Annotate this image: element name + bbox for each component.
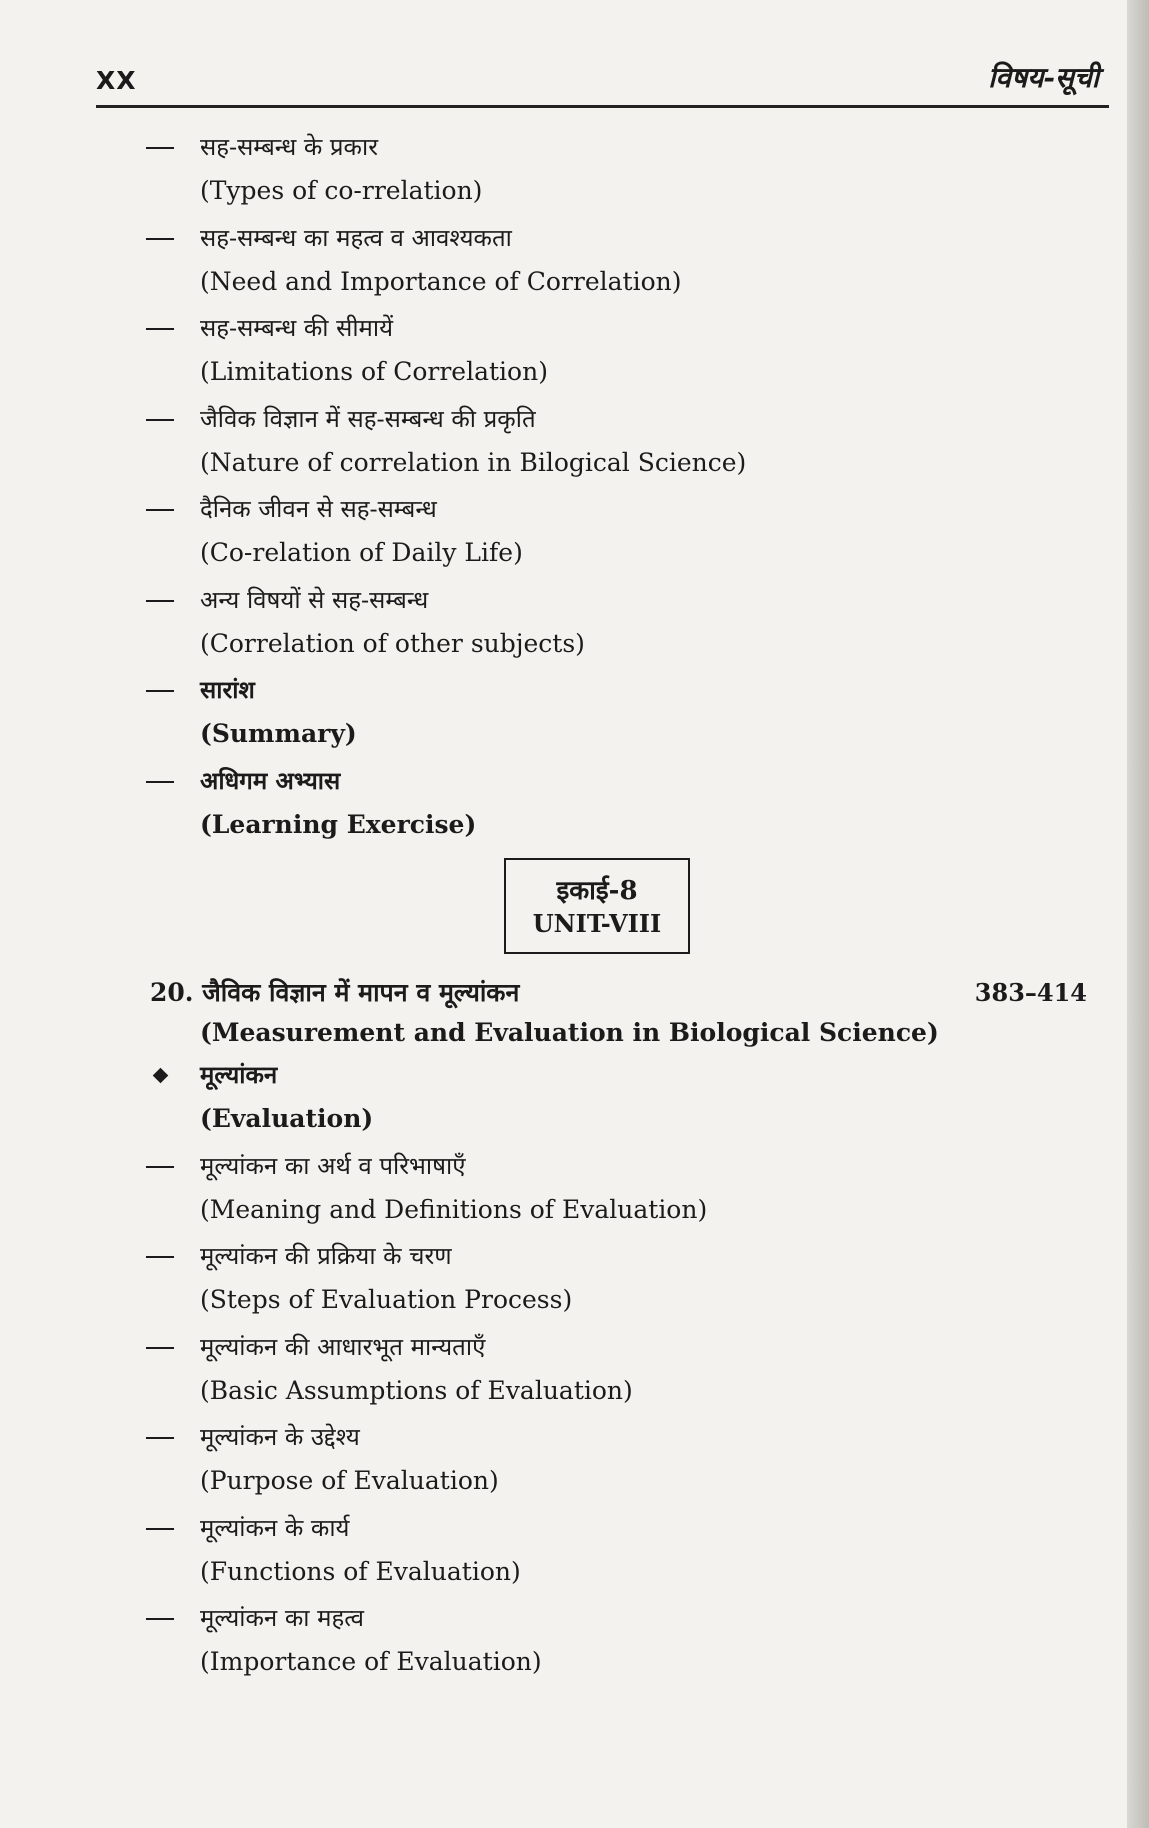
chapter-title-english: (Measurement and Evaluation in Biological Science) — [200, 1018, 939, 1047]
toc-entry-english: (Nature of correlation in Bilogical Science) — [200, 447, 747, 477]
toc-entry-english: (Summary) — [200, 719, 357, 748]
unit-title-english: UNIT-VIII — [532, 909, 662, 938]
toc-entry-hindi: सह-सम्बन्ध की सीमायें — [200, 314, 394, 342]
toc-entry-hindi: जैविक विज्ञान में सह-सम्बन्ध की प्रकृति — [200, 404, 536, 433]
toc-entry-hindi: दैनिक जीवन से सह-सम्बन्ध — [200, 495, 437, 523]
chapter-title-hindi: 20. जैविक विज्ञान में मापन व मूल्यांकन — [150, 978, 520, 1007]
toc-entry-english: (Co-relation of Daily Life) — [200, 538, 523, 567]
page-edge — [1127, 0, 1149, 1828]
toc-entry-english: (Basic Assumptions of Evaluation) — [200, 1375, 633, 1405]
toc-entry-english: (Steps of Evaluation Process) — [200, 1285, 573, 1314]
toc-entry-hindi: सह-सम्बन्ध का महत्व व आवश्यकता — [200, 223, 512, 252]
toc-entry-hindi: मूल्यांकन के उद्देश्य — [200, 1423, 360, 1451]
unit-box — [504, 858, 690, 954]
dash-marker — [146, 509, 174, 511]
toc-entry-hindi: मूल्यांकन — [200, 1060, 278, 1089]
dash-marker — [146, 1437, 174, 1439]
dash-marker — [146, 1256, 174, 1258]
dash-marker — [146, 238, 174, 240]
toc-entry-english: (Correlation of other subjects) — [200, 628, 585, 658]
toc-entry-hindi: सारांश — [200, 675, 255, 704]
toc-entry-hindi: अन्य विषयों से सह-सम्बन्ध — [200, 585, 429, 614]
toc-entry-hindi: मूल्यांकन का महत्व — [200, 1604, 364, 1632]
toc-entry-english: (Need and Importance of Correlation) — [200, 266, 682, 296]
toc-entry-hindi: सह-सम्बन्ध के प्रकार — [200, 133, 379, 161]
toc-entry-english: (Functions of Evaluation) — [200, 1556, 521, 1586]
section-title: विषय-सूची — [988, 61, 1099, 94]
dash-marker — [146, 690, 174, 692]
dash-marker — [146, 600, 174, 602]
dash-marker — [146, 147, 174, 149]
dash-marker — [146, 1347, 174, 1349]
header-rule — [96, 105, 1109, 108]
dash-marker — [146, 419, 174, 421]
toc-entry-english: (Meaning and Definitions of Evaluation) — [200, 1194, 708, 1224]
toc-entry-english: (Learning Exercise) — [200, 809, 477, 839]
page-number: XX — [96, 66, 137, 95]
chapter-page-range: 383–414 — [974, 978, 1087, 1007]
unit-title-hindi: इकाई-8 — [556, 876, 638, 906]
toc-entry-english: (Limitations of Correlation) — [200, 357, 548, 386]
toc-entry-english: (Evaluation) — [200, 1104, 374, 1133]
toc-entry-hindi: मूल्यांकन की आधारभूत मान्यताएँ — [200, 1332, 486, 1361]
toc-entry-hindi: मूल्यांकन के कार्य — [200, 1513, 350, 1542]
toc-entry-hindi: मूल्यांकन की प्रक्रिया के चरण — [200, 1242, 452, 1270]
toc-entry-english: (Types of co-rrelation) — [200, 176, 483, 205]
toc-entry-hindi: अधिगम अभ्यास — [200, 765, 341, 795]
toc-entry-hindi: मूल्यांकन का अर्थ व परिभाषाएँ — [200, 1151, 466, 1180]
toc-entry-english: (Importance of Evaluation) — [200, 1647, 542, 1676]
toc-entry-english: (Purpose of Evaluation) — [200, 1466, 499, 1495]
dash-marker — [146, 1618, 174, 1620]
diamond-bullet-icon — [153, 1068, 169, 1084]
dash-marker — [146, 1528, 174, 1530]
dash-marker — [146, 1166, 174, 1168]
dash-marker — [146, 781, 174, 783]
dash-marker — [146, 328, 174, 330]
